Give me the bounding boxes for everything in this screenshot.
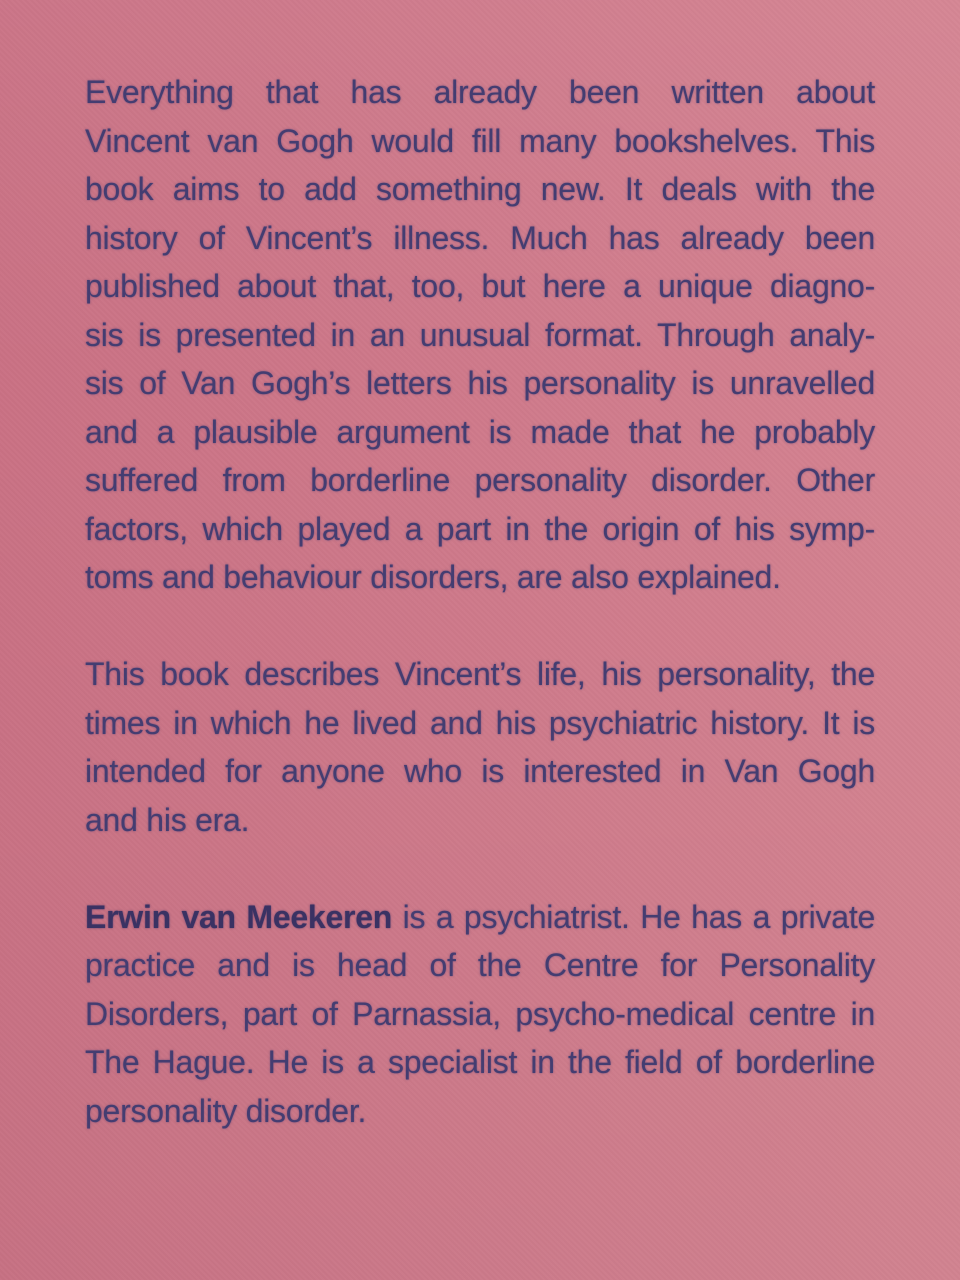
text-line <box>85 941 875 990</box>
blurb <box>85 68 875 1135</box>
blurb-paragraph <box>85 893 875 1136</box>
text-line <box>85 505 875 554</box>
text-segment: and a plausible argument is made that he probably <box>85 413 875 450</box>
text-segment: intended for anyone who is interested in Van Gogh <box>85 753 875 789</box>
blurb-paragraph <box>85 68 875 602</box>
text-line <box>85 262 875 311</box>
text-segment: This book describes Vincent’s life, his personality, the <box>85 656 875 692</box>
text-segment: sis of Van Gogh’s letters his personality is unravelled <box>85 365 875 401</box>
text-segment: factors, which played a part in the origin of his symp- <box>85 510 875 547</box>
text-segment: Disorders, part of Parnassia, psycho-medical centre in <box>85 995 875 1032</box>
text-segment: Vincent van Gogh would fill many bookshelves. This <box>85 122 875 159</box>
text-segment: practice and is head of the Centre for Personality <box>85 947 875 983</box>
text-line <box>85 408 875 457</box>
text-line <box>85 68 875 117</box>
text-line <box>85 165 875 214</box>
text-segment: times in which he lived and his psychiatric history. It is <box>85 704 875 741</box>
text-line <box>85 311 875 360</box>
author-name: Erwin van Meekeren <box>85 898 393 935</box>
text-segment: book aims to add something new. It deals with the <box>85 171 875 207</box>
text-segment: personality disorder. <box>85 1092 367 1129</box>
text-line <box>85 456 875 505</box>
text-segment: The Hague. He is a specialist in the field of borderline <box>85 1044 875 1080</box>
text-segment: is a psychiatrist. He has a private <box>392 898 876 935</box>
text-line <box>85 117 875 166</box>
text-segment: and his era. <box>85 801 250 838</box>
text-line <box>85 650 875 699</box>
text-line <box>85 990 875 1039</box>
text-segment: sis is presented in an unusual format. Through analy- <box>85 316 875 353</box>
text-segment: history of Vincent’s illness. Much has already been <box>85 219 875 256</box>
text-line <box>85 747 875 796</box>
text-line <box>85 1087 875 1136</box>
text-line <box>85 893 875 942</box>
blurb-paragraph <box>85 650 875 844</box>
text-line <box>85 1038 875 1087</box>
text-line <box>85 359 875 408</box>
text-line <box>85 796 875 845</box>
text-line <box>85 214 875 263</box>
text-segment: toms and behaviour disorders, are also explained. <box>85 559 781 595</box>
text-segment: suffered from borderline personality disorder. Other <box>85 462 875 498</box>
text-segment: published about that, too, but here a unique diagno- <box>85 268 875 304</box>
text-segment: Everything that has already been written about <box>85 74 875 110</box>
text-line <box>85 699 875 748</box>
text-line <box>85 553 875 602</box>
